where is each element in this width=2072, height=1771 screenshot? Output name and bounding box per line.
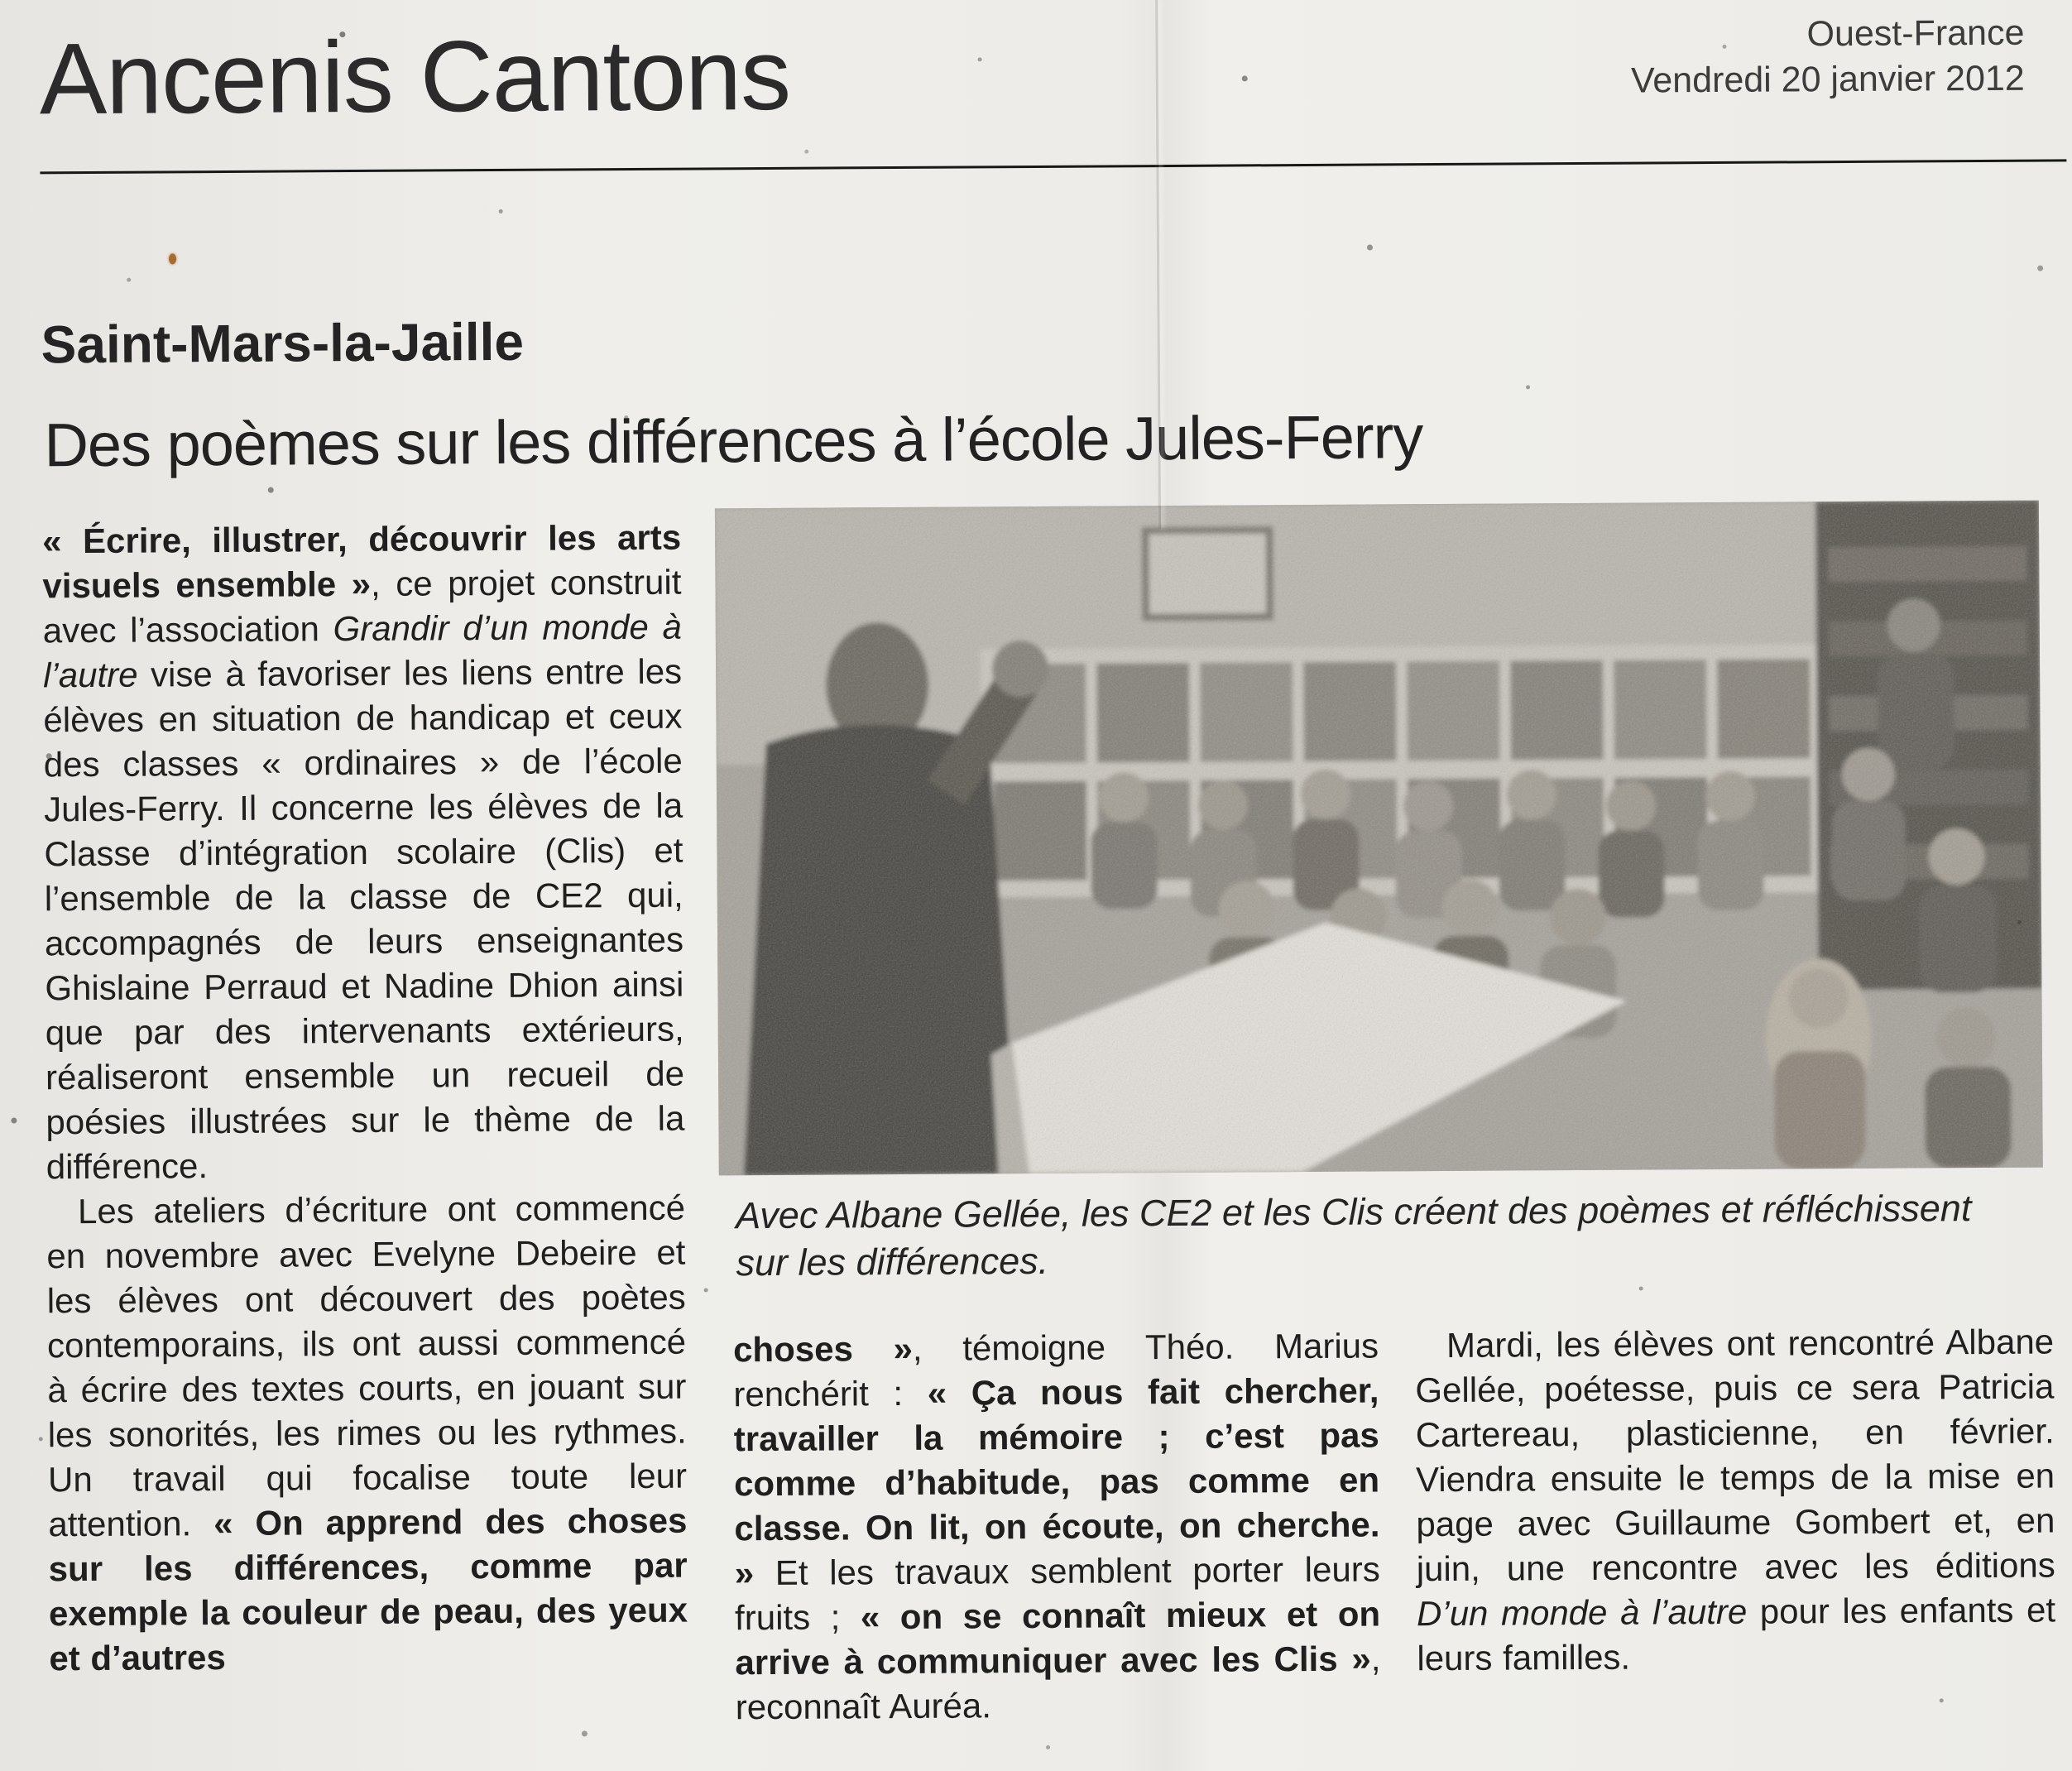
text-run: , reconnaît Auréa. [735,1639,1381,1727]
section-heading: Saint-Mars-la-Jaille [41,311,525,375]
paragraph [42,516,685,1190]
text-run: Grandir d’un monde à l’autre [42,607,682,695]
paragraph [1415,1319,2056,1681]
text-run: « Ça nous fait chercher, travailler la mémoire ; c’est pas comme d’habitude, pas comme en classe. On lit, on écoute, on cherche. » [733,1370,1380,1593]
article-column-left [42,516,688,1682]
text-run: « on se connaît mieux et on arrive à communiquer avec les Clis » [735,1594,1381,1682]
text-run: pour les enfants et leurs familles. [1417,1590,2056,1678]
text-run: choses » [732,1328,914,1370]
publication-info [1630,11,2024,104]
text-run: « On apprend des choses sur les différences, comme par exemple la couleur de peau, des yeux et d’autres [48,1500,688,1678]
article-column-middle [733,1323,1381,1730]
text-run: Avec Albane Gellée, les CE2 et les Clis créent des poèmes et réfléchissent sur les différences. [735,1187,1972,1284]
text-run: « Écrire, illustrer, découvrir les arts visuels ensemble » [41,517,682,606]
masthead-divider-rule [40,159,2066,174]
article-photo [715,501,2043,1176]
text-run: Et les travaux semblent porter leurs fruits ; [734,1549,1380,1638]
text-run: vise à favoriser les liens entre les élèves en situation de handicap et ceux des classes « ordinaires » de l’école Jules-Ferry. Il concerne les élèves de la Classe d’intégration scolaire (Clis) et l’ensemble de la classe de CE2 qui, accompagnés de leurs enseignantes Ghislaine Perraud et Nadine Dhion ainsi que par des intervenants extérieurs, réaliseront ensemble un recueil de poésies illustrées sur le thème de la différence. [43,651,685,1187]
paragraph [46,1186,688,1682]
rust-speck [169,253,176,264]
text-run: D’un monde à l’autre [1416,1591,1748,1634]
article-headline: Des poèmes sur les différences à l’école Jules-Ferry [44,402,1423,480]
publication-name: Ouest-France [1806,12,2025,55]
classroom-photo-illustration [715,501,2043,1176]
photo-grain-overlay [715,501,2043,1176]
photo-caption [736,1184,2034,1287]
article-column-right [1415,1319,2056,1681]
paragraph [733,1323,1381,1730]
text-run: Les ateliers d’écriture ont commencé en novembre avec Evelyne Debeire et les élèves ont découvert des poètes contemporains, ils ont aussi commencé à écrire des textes courts, en jouant sur les sonorités, les rimes ou les rythmes. Un travail qui focalise toute leur attention. [46,1188,688,1544]
text-run: , ce projet construit avec l’association [42,562,682,650]
publication-date: Vendredi 20 janvier 2012 [1630,58,2025,101]
text-run: , témoigne Théo. Marius renchérit : [733,1326,1379,1414]
text-run: Mardi, les élèves ont rencontré Albane Gellée, poétesse, puis ce sera Patricia Cartereau, plasticienne, en février. Viendra ensuite le temps de la mise en page avec Guillaume Gombert et, en juin, une rencontre avec les éditions [1415,1322,2055,1589]
masthead-title: Ancenis Cantons [39,17,791,136]
